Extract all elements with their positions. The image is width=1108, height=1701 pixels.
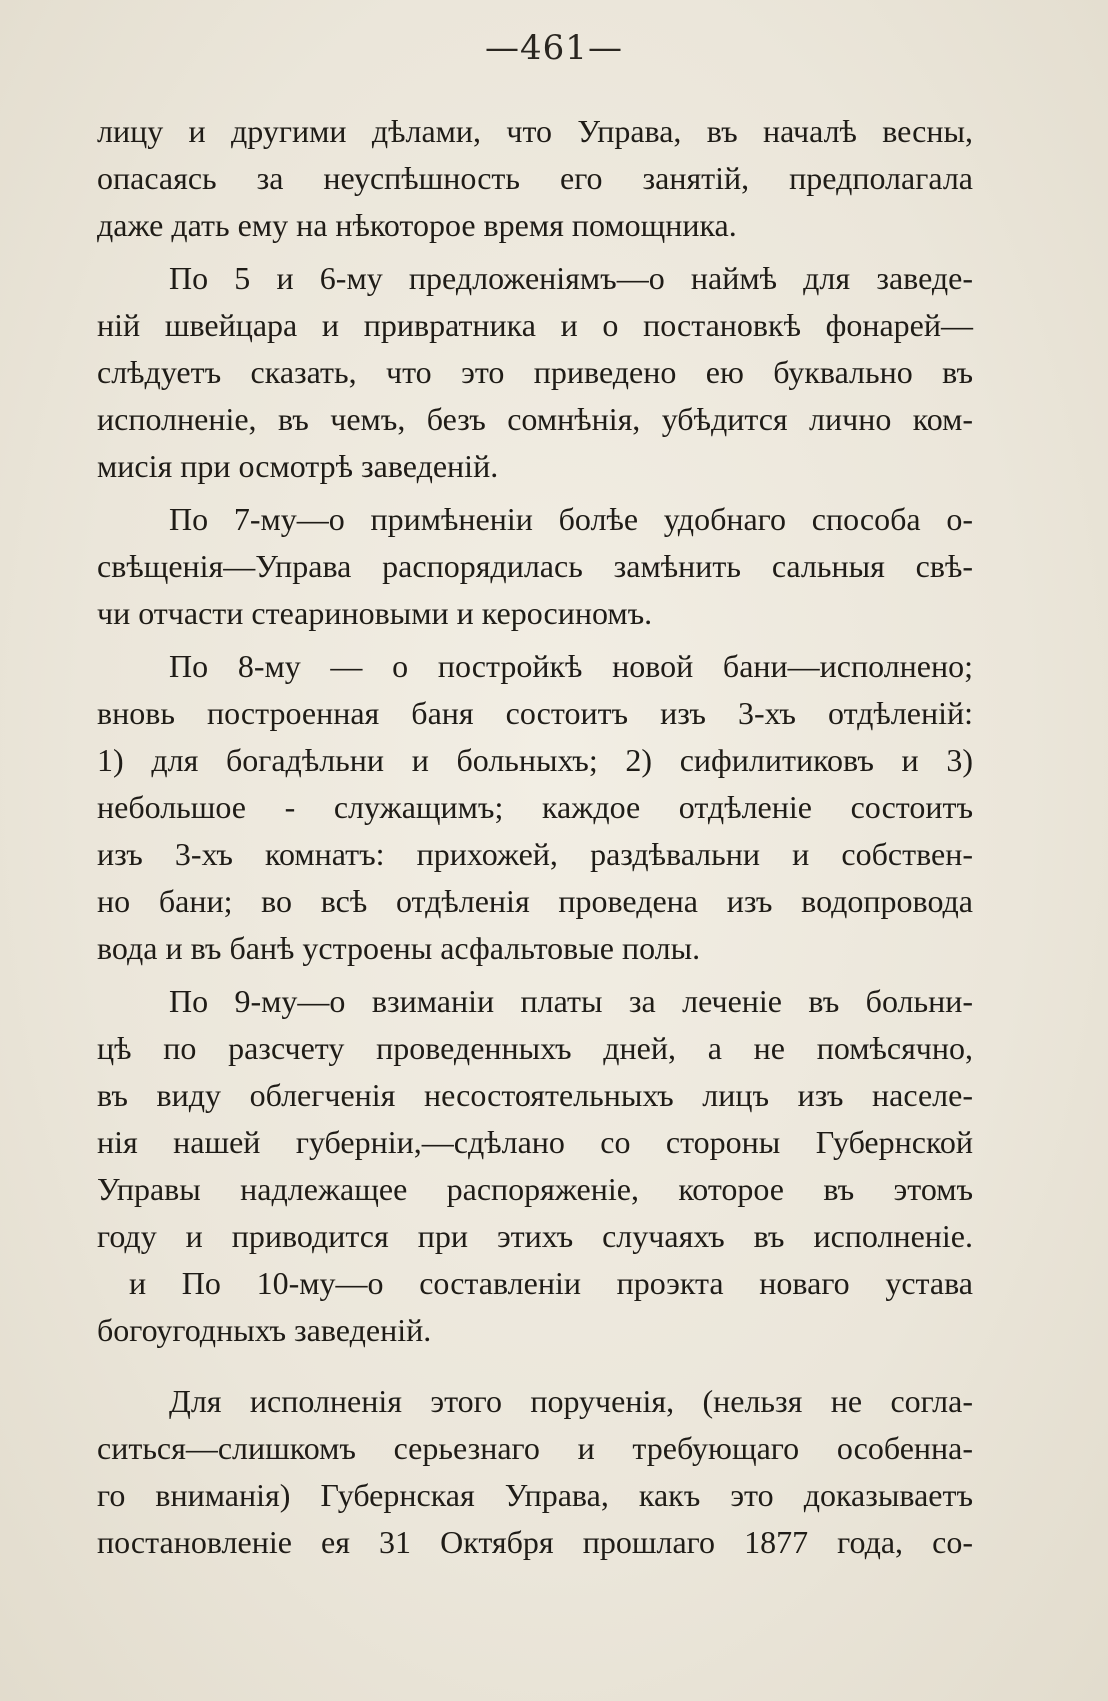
paragraph — [97, 978, 973, 1260]
text-line: чи отчасти стеариновыми и керосиномъ. — [97, 595, 653, 631]
text-line: и По 10-му—о составленіи проэкта новаго устава — [129, 1265, 973, 1301]
text-line: но бани; во всѣ отдѣленія проведена изъ водопровода — [97, 883, 973, 919]
text-line: По 7-му—о примѣненіи болѣе удобнаго способа о- — [169, 501, 973, 537]
text-line: опасаясь за неуспѣшность его занятій, предполагала — [97, 160, 973, 196]
text-line: 1) для богадѣльни и больныхъ; 2) сифилитиковъ и 3) — [97, 742, 973, 778]
paragraph — [97, 643, 973, 972]
text-line: По 9-му—о взиманіи платы за леченіе въ больни- — [169, 983, 973, 1019]
text-line: вновь построенная баня состоитъ изъ 3-хъ отдѣленій: — [97, 695, 973, 731]
page-number: —461— — [485, 28, 623, 68]
text-line: изъ 3-хъ комнатъ: прихожей, раздѣвальни и собствен- — [97, 836, 973, 872]
text-line: вода и въ банѣ устроены асфальтовые полы. — [97, 930, 701, 966]
text-line: лицу и другими дѣлами, что Управа, въ началѣ весны, — [97, 113, 973, 149]
text-line: мисія при осмотрѣ заведеній. — [97, 448, 499, 484]
text-line: цѣ по разсчету проведенныхъ дней, а не помѣсячно, — [97, 1030, 973, 1066]
text-line: нія нашей губерніи,—сдѣлано со стороны Губернской — [97, 1124, 973, 1160]
text-line: даже дать ему на нѣкоторое время помощника. — [97, 207, 737, 243]
text-line: Управы надлежащее распоряженіе, которое въ этомъ — [97, 1171, 973, 1207]
text-line: По 5 и 6-му предложеніямъ—о наймѣ для заведе- — [169, 260, 973, 296]
body-text — [97, 108, 973, 1566]
text-line: Для исполненія этого порученія, (нельзя не согла- — [169, 1383, 973, 1419]
paragraph — [97, 108, 973, 249]
paragraph — [97, 496, 973, 637]
text-line: го вниманія) Губернская Управа, какъ это доказываетъ — [97, 1477, 973, 1513]
text-line: ній швейцара и привратника и о постановкѣ фонарей— — [97, 307, 973, 343]
paragraph — [97, 1260, 973, 1354]
text-line: богоугодныхъ заведеній. — [97, 1312, 432, 1348]
text-line: постановленіе ея 31 Октября прошлаго 1877 года, со- — [97, 1524, 973, 1560]
text-line: году и приводится при этихъ случаяхъ въ исполненіе. — [97, 1218, 973, 1254]
text-line: ситься—слишкомъ серьезнаго и требующаго особенна- — [97, 1430, 973, 1466]
paragraph — [97, 1378, 973, 1566]
text-line: исполненіе, въ чемъ, безъ сомнѣнія, убѣдится лично ком- — [97, 401, 973, 437]
text-line: По 8-му — о постройкѣ новой бани—исполнено; — [169, 648, 973, 684]
paragraph — [97, 255, 973, 490]
text-line: въ виду облегченія несостоятельныхъ лицъ изъ населе- — [97, 1077, 973, 1113]
text-line: небольшое - служащимъ; каждое отдѣленіе состоитъ — [97, 789, 973, 825]
text-line: свѣщенія—Управа распорядилась замѣнить сальныя свѣ- — [97, 548, 973, 584]
text-line: слѣдуетъ сказать, что это приведено ею буквально въ — [97, 354, 973, 390]
